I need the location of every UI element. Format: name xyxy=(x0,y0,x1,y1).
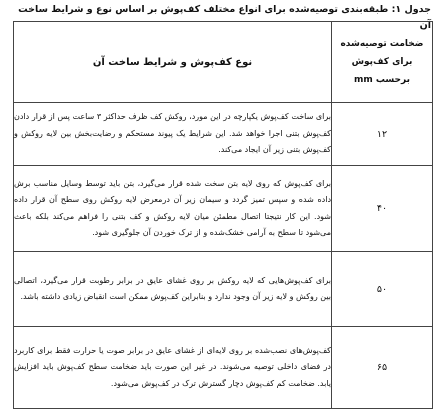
description-cell: برای کف‌پوش که روی لایه بتن سخت شده قرار می‌گیرد، بتن باید توسط وسایل مناسب برش داده شده و سپس تمیز گردد و سیمان زیر آن درمعرض لایه روکش روی سطح آن قرار داده شود. این کار نتیجتا اتصال مطمئن میان لایه روکش و کف بتنی را فراهم می‌کند بلکه باعث می‌شود تا سطح به آرامی خشک‌شده و از ترک خوردن آن جلوگیری شود. xyxy=(14,166,332,252)
table-header-row xyxy=(14,22,433,103)
thickness-cell: ۴۰ xyxy=(332,166,433,252)
table-row xyxy=(14,103,433,166)
table-row xyxy=(14,327,433,409)
description-cell: برای ساخت کف‌پوش یکپارچه در این مورد، روکش کف ظرف حداکثر ۳ ساعت پس از قرار دادن کف‌پوش بتنی اجرا خواهد شد. این شرایط یک پیوند مستحکم و رضایت‌بخش بین لایه روکش و کف‌پوش بتنی زیر آن ایجاد می‌کند. xyxy=(14,103,332,166)
table-row xyxy=(14,252,433,327)
description-cell: برای کف‌پوش‌هایی که لایه روکش بر روی غشای عایق در برابر رطوبت قرار می‌گیرد، اتصالی بین روکش و لایه زیر آن وجود ندارد و بنابراین کف‌پوش ممکن است انقباض زیادی داشته باشد. xyxy=(14,252,332,327)
header-thickness xyxy=(332,22,433,103)
header-thickness-line-3: برحسب mm xyxy=(353,75,411,85)
table-row xyxy=(14,166,433,252)
header-thickness-line-2: برای کف‌پوش xyxy=(351,57,413,67)
header-type: نوع کف‌پوش و شرایط ساخت آن xyxy=(14,22,332,103)
thickness-cell: ۱۲ xyxy=(332,103,433,166)
thickness-cell: ۶۵ xyxy=(332,327,433,409)
thickness-cell: ۵۰ xyxy=(332,252,433,327)
flooring-classification-table xyxy=(13,21,433,409)
table-caption: جدول ۱: طبقه‌بندی توصیه‌شده برای انواع مختلف کف‌پوش بر اساس نوع و شرایط ساخت آن xyxy=(18,4,431,31)
header-thickness-line-1: ضخامت توصیه‌شده xyxy=(340,39,424,49)
description-cell: کف‌پوش‌های نصب‌شده بر روی لایه‌ای از غشای عایق در برابر صوت یا حرارت فقط برای کاربرد در فضای داخلی توصیه می‌شوند. در غیر این صورت باید ضخامت سطح کف‌پوش باید افزایش یابد. ضخامت کم کف‌پوش دچار گسترش ترک در کف‌پوش می‌شود. xyxy=(14,327,332,409)
